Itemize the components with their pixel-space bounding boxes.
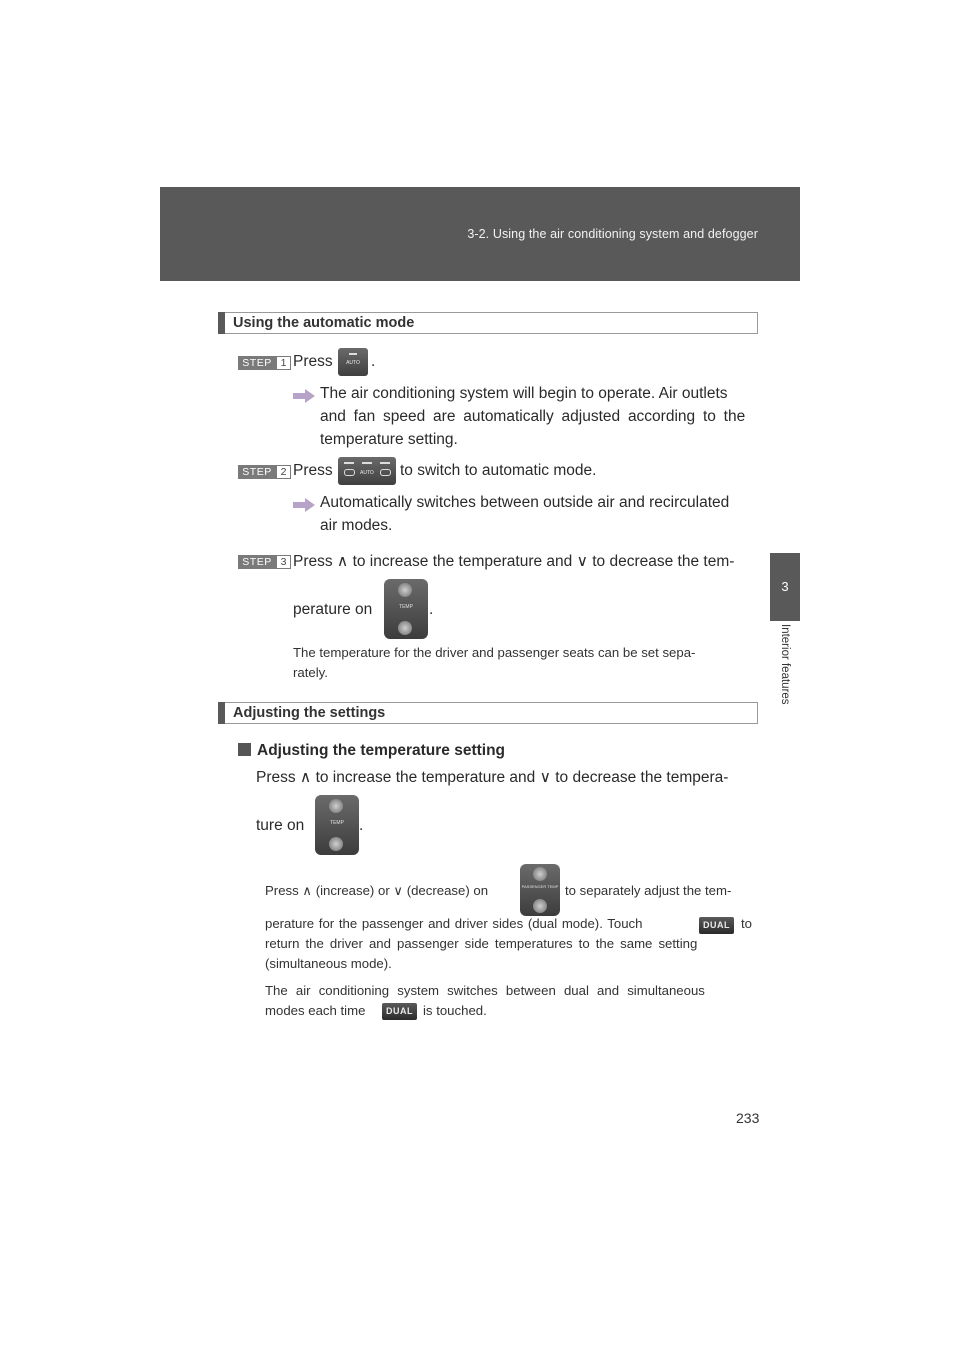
heading-bar <box>218 312 225 334</box>
step-2-badge <box>238 465 290 479</box>
temp-up-knob <box>398 583 412 597</box>
step-1-press: Press <box>293 353 333 370</box>
heading-bar <box>218 702 225 724</box>
result-arrow-icon <box>293 498 315 512</box>
temp-up-knob <box>329 799 343 813</box>
led-right <box>380 462 390 464</box>
passenger-temp-dial-icon <box>520 864 560 916</box>
note-line-3: return the driver and passenger side temperatures to the same setting <box>265 936 698 951</box>
step-3-note-line-1: The temperature for the driver and passenger seats can be set sepa- <box>293 645 696 660</box>
section-heading-automatic-mode <box>218 312 758 334</box>
dual-button-icon: DUAL <box>699 917 734 934</box>
note-line-5: The air conditioning system switches between dual and simultaneous <box>265 983 705 998</box>
temp-label: TEMP <box>399 604 413 610</box>
step-label: STEP <box>238 465 276 479</box>
step-label: STEP <box>238 555 276 569</box>
temp-dial-icon <box>315 795 359 855</box>
dual-button-icon: DUAL <box>382 1003 417 1020</box>
chapter-side-label-text: Interior features <box>779 624 791 705</box>
step-2-press: Press <box>293 462 333 479</box>
page-number: 233 <box>736 1110 760 1126</box>
step-label: STEP <box>238 356 276 370</box>
temp-setting-period: . <box>359 817 364 834</box>
note-line-2b: to <box>741 916 752 931</box>
auto-button-icon <box>338 348 368 376</box>
chapter-tab: 3 <box>770 553 800 621</box>
section-title: Using the automatic mode <box>233 315 415 331</box>
passenger-temp-label: PASSENGER TEMP <box>521 884 559 889</box>
note-line-1b: to separately adjust the tem- <box>565 883 732 898</box>
temp-down-knob <box>329 837 343 851</box>
auto-button-label: AUTO <box>346 360 360 366</box>
step-1-result-line-1: The air conditioning system will begin to operate. Air outlets <box>320 385 728 402</box>
temp-up-knob <box>533 867 547 881</box>
step-1-result-line-3: temperature setting. <box>320 431 458 448</box>
chapter-header-bar <box>160 187 800 281</box>
step-1-result-line-2: and fan speed are automatically adjusted according to the <box>320 408 746 425</box>
note-line-4: (simultaneous mode). <box>265 956 392 971</box>
result-arrow-icon <box>293 389 315 403</box>
temp-label: TEMP <box>330 820 344 826</box>
step-3-line-1: Press ∧ to increase the temperature and ∨ to decrease the tem- <box>293 553 735 570</box>
square-bullet-icon <box>238 743 251 756</box>
step-1-period: . <box>371 353 376 370</box>
temp-dial-icon <box>384 579 428 639</box>
step-number: 2 <box>276 465 291 479</box>
note-line-6a: modes each time <box>265 1003 366 1018</box>
auto-led <box>349 353 357 355</box>
step-1-badge <box>238 356 290 370</box>
note-line-6b: is touched. <box>423 1003 487 1018</box>
outside-air-icon <box>344 469 355 476</box>
led-center <box>362 462 372 464</box>
subheading-text: Adjusting the temperature setting <box>257 742 506 759</box>
temp-setting-line-2: ture on <box>256 817 305 834</box>
step-3-badge <box>238 555 290 569</box>
recirculate-icon <box>380 469 391 476</box>
section-heading-adjusting-settings <box>218 702 758 724</box>
temp-setting-line-1: Press ∧ to increase the temperature and ∨ to decrease the tempera- <box>256 769 729 786</box>
note-line-1a: Press ∧ (increase) or ∨ (decrease) on <box>265 883 489 898</box>
auto-recirc-label: AUTO <box>360 470 374 476</box>
led-left <box>344 462 354 464</box>
step-2-result-line-2: air modes. <box>320 517 393 534</box>
step-3-line-2: perature on <box>293 601 373 618</box>
step-2-result-line-1: Automatically switches between outside air and recirculated <box>320 494 730 511</box>
subheading-temperature <box>238 742 505 760</box>
auto-recirculation-button-icon <box>338 457 396 485</box>
section-title: Adjusting the settings <box>233 705 386 721</box>
step-3-period: . <box>429 601 434 618</box>
step-number: 3 <box>276 555 291 569</box>
step-2-text: to switch to automatic mode. <box>400 462 597 479</box>
chapter-side-label <box>772 624 796 740</box>
chapter-header-title: 3-2. Using the air conditioning system and defogger <box>467 227 758 241</box>
step-3-note-line-2: rately. <box>293 665 328 680</box>
temp-down-knob <box>533 899 547 913</box>
note-line-2a: perature for the passenger and driver sides (dual mode). Touch <box>265 916 643 931</box>
step-number: 1 <box>276 356 291 370</box>
temp-down-knob <box>398 621 412 635</box>
